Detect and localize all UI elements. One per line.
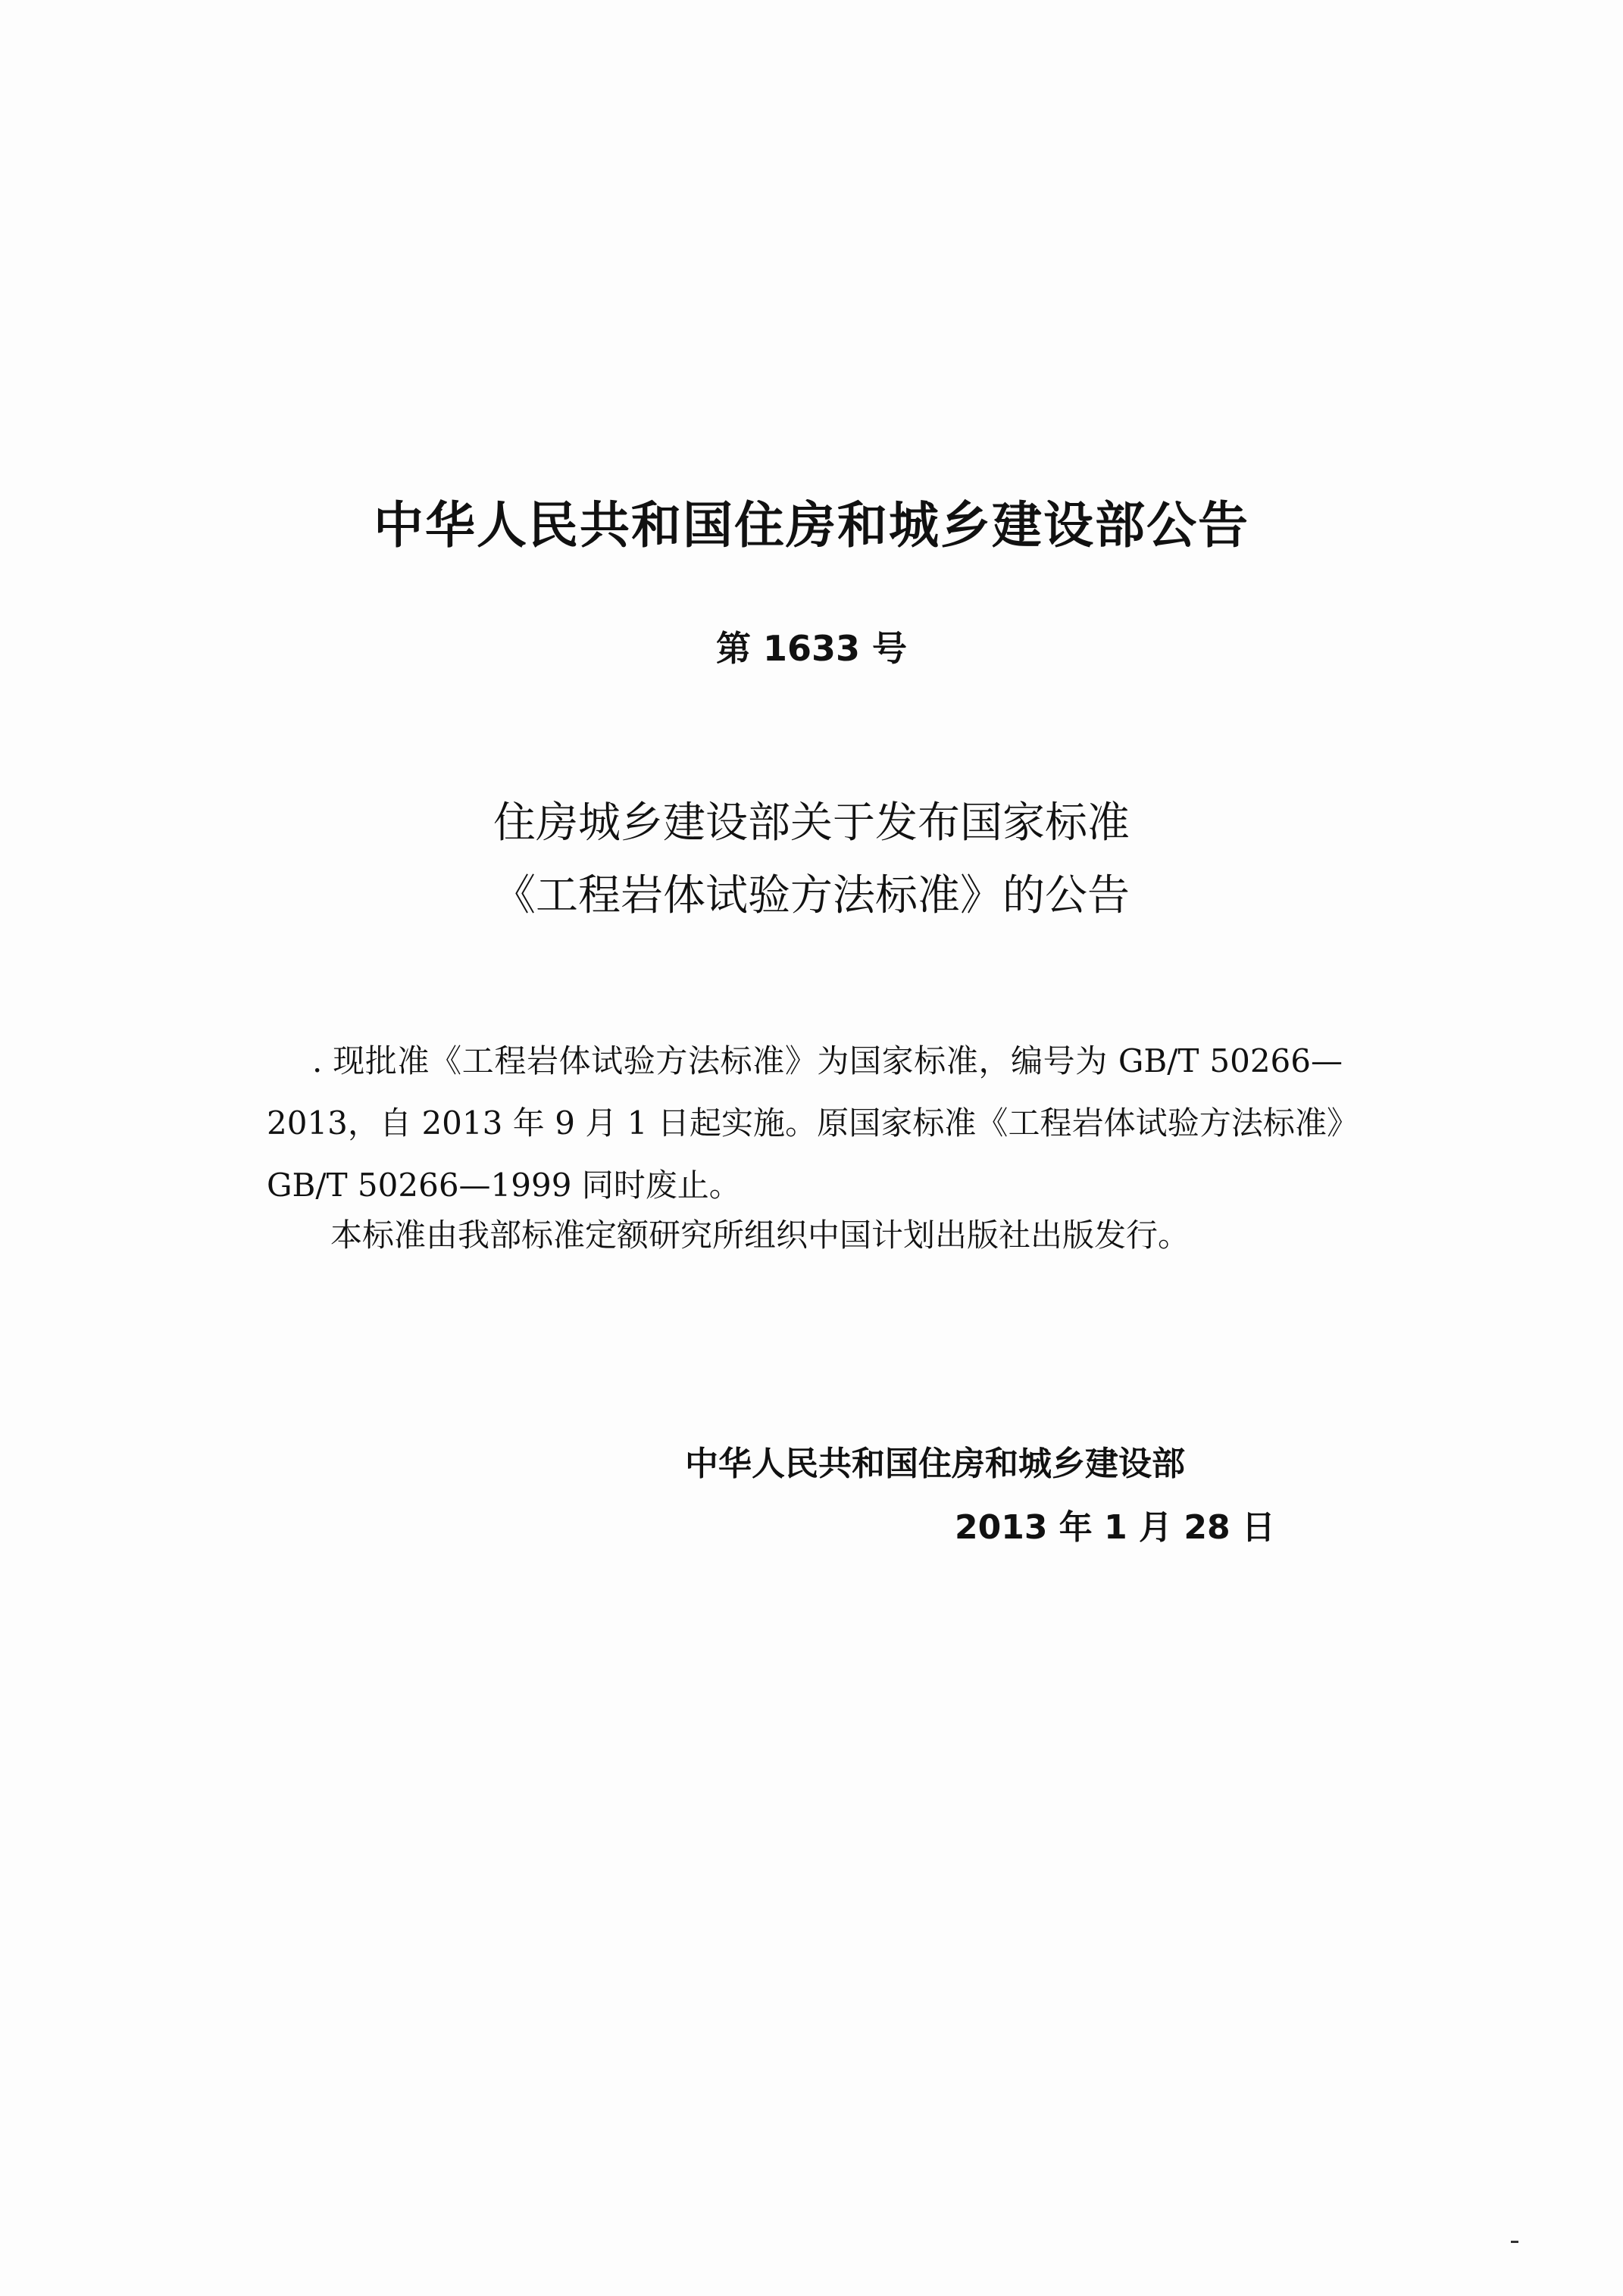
subtitle-line-1: 住房城乡建设部关于发布国家标准 (493, 798, 1130, 848)
body-paragraph-2: 本标准由我部标准定额研究所组织中国计划出版社出版发行。 (330, 1217, 1190, 1254)
announcement-title: 中华人民共和国住房和城乡建设部公告 (374, 496, 1249, 554)
announcement-number: 第 1633 号 (715, 628, 908, 669)
issue-date: 2013 年 1 月 28 日 (955, 1508, 1275, 1547)
body-paragraph-1: . 现批准《工程岩体试验方法标准》为国家标准，编号为 GB/T 50266—2013，自 2013 年 9 月 1 日起实施。原国家标准《工程岩体试验方法标准》GB/T 50266—1999 同时废止。 (267, 1042, 1343, 1204)
scan-speck (1511, 2241, 1518, 2243)
subtitle-line-2: 《工程岩体试验方法标准》的公告 (493, 871, 1130, 920)
issuer-signature: 中华人民共和国住房和城乡建设部 (685, 1445, 1185, 1483)
